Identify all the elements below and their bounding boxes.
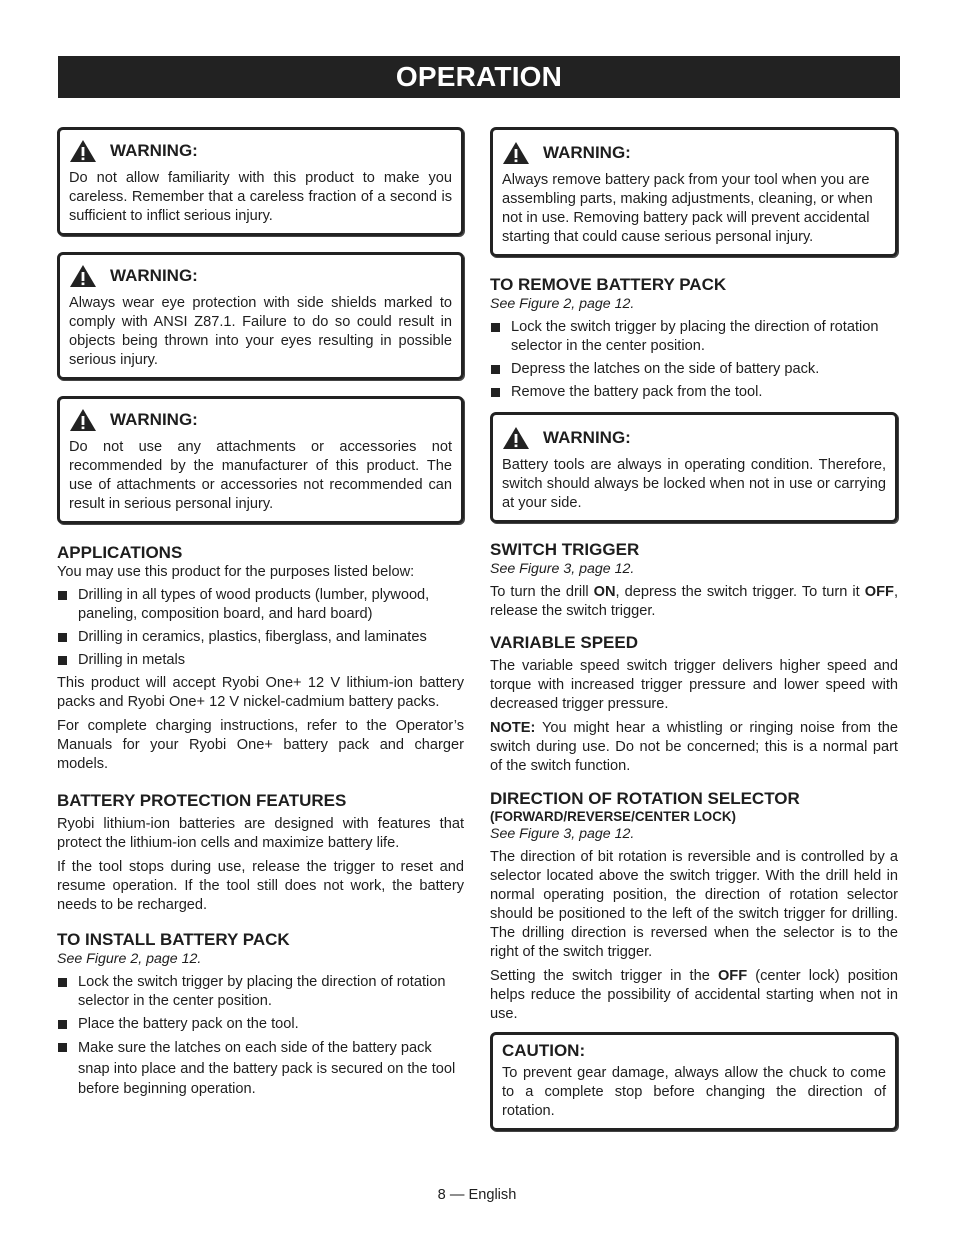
switch-trigger-figure-reference: See Figure 3, page 12. — [490, 561, 635, 577]
warning-box-remove-battery — [490, 127, 898, 257]
battery-protection-text-1: Ryobi lithium-ion batteries are designed with features that protect the lithium-ion cells and maximize battery life. — [57, 816, 464, 851]
battery-protection-heading: BATTERY PROTECTION FEATURES — [57, 791, 347, 810]
warning-box-operating-condition — [490, 412, 898, 523]
bullet-square-icon — [58, 978, 67, 987]
list-item: Make sure the latches on each side of the battery pack snap into place and the battery pack is secured on the tool before beginning operation. — [57, 1038, 464, 1100]
list-item: Depress the latches on the side of battery pack. — [490, 360, 898, 379]
warning-text: Do not use any attachments or accessories not recommended by the manufacturer of this product. The use of attachments or accessories not recommended can result in serious personal injury. — [69, 439, 452, 512]
direction-selector-heading: DIRECTION OF ROTATION SELECTOR — [490, 789, 800, 808]
bullet-square-icon — [58, 1043, 67, 1052]
list-item: Drilling in ceramics, plastics, fiberglass, and laminates — [57, 628, 464, 647]
switch-trigger-text: To turn the drill ON, depress the switch trigger. To turn it OFF, release the switch trigger. — [490, 584, 898, 619]
caution-text: To prevent gear damage, always allow the chuck to come to a complete stop before changing the direction of rotation. — [502, 1065, 886, 1119]
list-item: Place the battery pack on the tool. — [57, 1015, 464, 1034]
warning-triangle-icon — [69, 264, 97, 288]
battery-protection-text-2: If the tool stops during use, release the trigger to reset and resume operation. If the tool still does not work, the battery needs to be recharged. — [57, 859, 464, 913]
warning-header: WARNING: — [69, 408, 452, 432]
warning-box-familiarity — [57, 127, 464, 236]
warning-triangle-icon — [502, 426, 530, 450]
direction-selector-subheading: (FORWARD/REVERSE/CENTER LOCK) — [490, 809, 736, 824]
install-steps-list — [57, 973, 464, 1100]
list-item: Lock the switch trigger by placing the direction of rotation selector in the center position. — [57, 973, 464, 1011]
page-footer: 8 — English — [437, 1187, 517, 1203]
bullet-square-icon — [58, 1020, 67, 1029]
switch-trigger-heading: SWITCH TRIGGER — [490, 540, 640, 559]
variable-speed-note: NOTE: You might hear a whistling or ringing noise from the switch during use. Do not be concerned; this is a normal part of the switch function. — [490, 720, 898, 774]
applications-intro: You may use this product for the purposes listed below: — [57, 564, 415, 580]
left-column — [57, 127, 464, 1104]
bullet-square-icon — [58, 656, 67, 665]
warning-header: WARNING: — [69, 139, 452, 163]
warning-triangle-icon — [69, 139, 97, 163]
warning-text: Always remove battery pack from your tool when you are assembling parts, making adjustments, cleaning, or when not in use. Removing battery pack will prevent accidental starting that could cause serious personal injury. — [502, 172, 873, 245]
remove-steps-list — [490, 318, 898, 402]
direction-figure-reference: See Figure 3, page 12. — [490, 826, 635, 842]
install-battery-heading: TO INSTALL BATTERY PACK — [57, 930, 290, 949]
bullet-square-icon — [58, 633, 67, 642]
bullet-square-icon — [58, 591, 67, 600]
variable-speed-text: The variable speed switch trigger delivers higher speed and torque with increased trigger pressure and lower speed with decreased trigger pressure. — [490, 658, 898, 712]
warning-header: WARNING: — [502, 426, 886, 450]
warning-box-attachments — [57, 396, 464, 524]
warning-header: WARNING: — [502, 141, 886, 165]
warning-triangle-icon — [69, 408, 97, 432]
caution-box — [490, 1032, 898, 1131]
remove-battery-heading: TO REMOVE BATTERY PACK — [490, 275, 727, 294]
list-item: Drilling in all types of wood products (lumber, plywood, paneling, composition board, and hard board) — [57, 586, 464, 624]
remove-figure-reference: See Figure 2, page 12. — [490, 296, 635, 312]
applications-battery-text: This product will accept Ryobi One+ 12 V lithium-ion battery packs and Ryobi One+ 12 V nickel-cadmium battery packs. — [57, 675, 464, 710]
bullet-square-icon — [491, 323, 500, 332]
applications-heading: APPLICATIONS — [57, 543, 183, 562]
applications-list — [57, 586, 464, 670]
caution-header: CAUTION: — [502, 1041, 586, 1060]
warning-text: Always wear eye protection with side shields marked to comply with ANSI Z87.1. Failure to do so could result in objects being thrown into your eyes resulting in possible serious injury. — [69, 295, 452, 368]
bullet-square-icon — [491, 388, 500, 397]
page-title: OPERATION — [58, 56, 900, 98]
warning-text: Do not allow familiarity with this product to make you careless. Remember that a careless fraction of a second is sufficient to inflict serious injury. — [69, 170, 452, 224]
direction-text-2: Setting the switch trigger in the OFF (center lock) position helps reduce the possibility of accidental starting when not in use. — [490, 968, 899, 1022]
applications-charging-text: For complete charging instructions, refer to the Operator’s Manuals for your Ryobi One+ battery pack and charger models. — [57, 718, 464, 772]
warning-header: WARNING: — [69, 264, 452, 288]
variable-speed-heading: VARIABLE SPEED — [490, 633, 638, 652]
warning-box-eye-protection — [57, 252, 464, 380]
install-figure-reference: See Figure 2, page 12. — [57, 951, 202, 967]
warning-triangle-icon — [502, 141, 530, 165]
list-item: Remove the battery pack from the tool. — [490, 383, 898, 402]
direction-text-1: The direction of bit rotation is reversible and is controlled by a selector located above the switch trigger. With the drill held in normal operating position, the direction of rotation selector should be positioned to the left of the switch trigger for drilling. The drilling direction is reversed when the selector is to the right of the switch trigger. — [490, 849, 898, 960]
right-column — [490, 127, 898, 1131]
list-item: Drilling in metals — [57, 651, 464, 670]
warning-text: Battery tools are always in operating condition. Therefore, switch should always be locked when not in use or carrying at your side. — [502, 457, 886, 511]
list-item: Lock the switch trigger by placing the direction of rotation selector in the center position. — [490, 318, 898, 356]
bullet-square-icon — [491, 365, 500, 374]
